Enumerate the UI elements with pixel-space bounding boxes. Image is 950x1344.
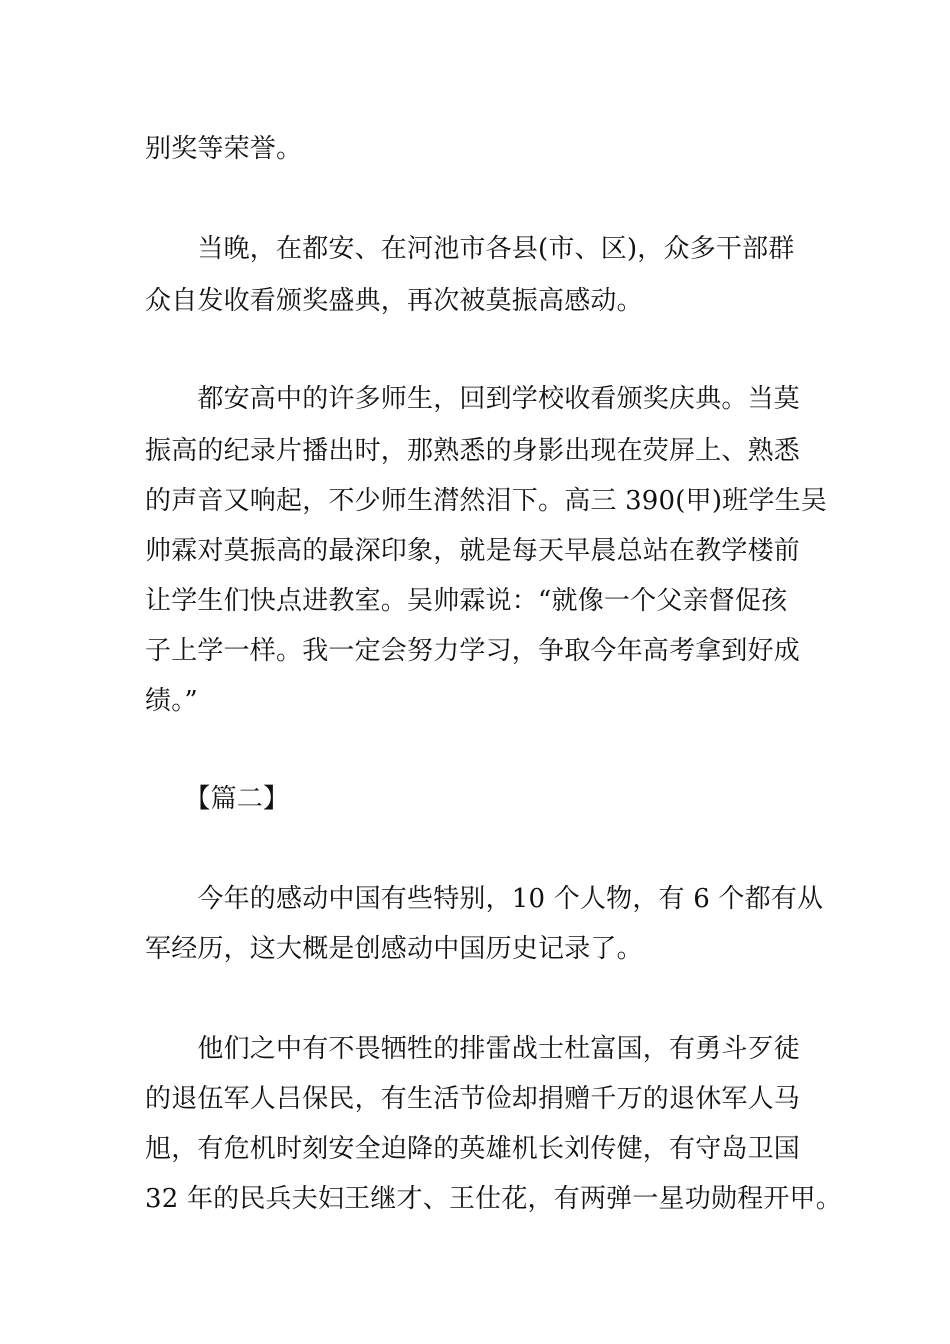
paragraph-line: 别奖等荣誉。 (145, 134, 303, 164)
paragraph-line: 绩。” (145, 686, 198, 716)
paragraph-line: 旭，有危机时刻安全迫降的英雄机长刘传健，有守岛卫国 (145, 1134, 801, 1164)
paragraph-line: 军经历，这大概是创感动中国历史记录了。 (145, 934, 643, 964)
paragraph-line: 子上学一样。我一定会努力学习，争取今年高考拿到好成 (145, 636, 801, 666)
paragraph-line: 让学生们快点进教室。吴帅霖说：“就像一个父亲督促孩 (145, 586, 788, 616)
paragraph-line: 众自发收看颁奖盛典，再次被莫振高感动。 (145, 286, 643, 316)
section-heading: 【篇二】 (145, 784, 290, 814)
paragraph-line: 32 年的民兵夫妇王继才、王仕花，有两弹一星功勋程开甲。 (145, 1184, 842, 1214)
paragraph-line: 帅霖对莫振高的最深印象，就是每天早晨总站在教学楼前 (145, 536, 801, 566)
paragraph-line: 都安高中的许多师生，回到学校收看颁奖庆典。当莫 (145, 384, 801, 414)
paragraph-line: 他们之中有不畏牺牲的排雷战士杜富国，有勇斗歹徒 (145, 1034, 801, 1064)
paragraph-line: 今年的感动中国有些特别，10 个人物，有 6 个都有从 (145, 884, 824, 914)
paragraph-line: 振高的纪录片播出时，那熟悉的身影出现在荧屏上、熟悉 (145, 436, 801, 466)
paragraph-line: 的声音又响起，不少师生潸然泪下。高三 390(甲)班学生吴 (145, 486, 827, 516)
paragraph-line: 的退伍军人吕保民，有生活节俭却捐赠千万的退休军人马 (145, 1084, 801, 1114)
paragraph-line: 当晚，在都安、在河池市各县(市、区)，众多干部群 (145, 234, 795, 264)
